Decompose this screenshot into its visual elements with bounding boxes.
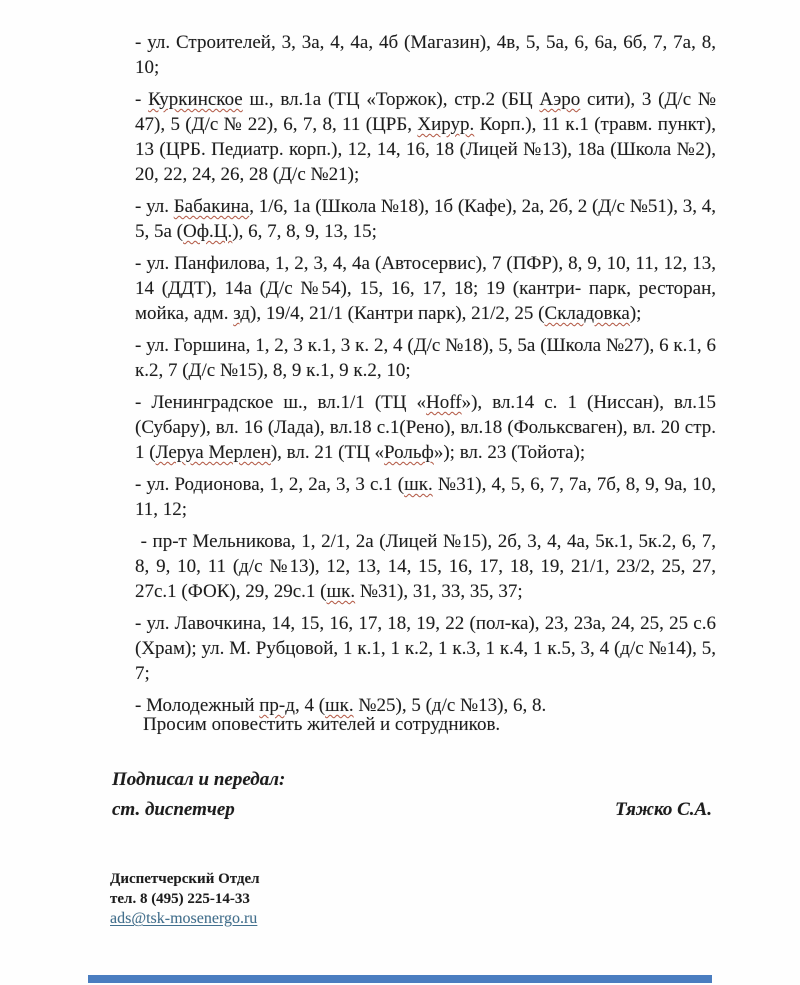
address-list bbox=[135, 30, 716, 725]
text-segment: »), вл.14 с. 1 (Ниссан), вл.15 (Субару), вл. 16 (Лада), вл.18 с.1(Рено), вл.18 (Фольксваген), вл. 20 стр. 1 ( bbox=[135, 392, 716, 463]
text-segment: ), 19/4, 21/1 (Кантри парк), 21/2, 25 ( bbox=[250, 303, 545, 324]
text-segment: ), вл. 21 (ТЦ « bbox=[270, 442, 385, 463]
address-paragraph bbox=[135, 30, 716, 80]
misspelled-word: Куркинское bbox=[148, 89, 243, 110]
signature-block bbox=[112, 765, 712, 825]
misspelled-word: зд bbox=[233, 303, 251, 324]
signature-title: Подписал и передал: bbox=[112, 769, 286, 790]
text-segment: »); вл. 23 (Тойота); bbox=[433, 442, 586, 463]
address-paragraph bbox=[135, 87, 716, 187]
misspelled-word: шк. bbox=[326, 581, 356, 602]
text-segment: - Молодежный bbox=[135, 695, 260, 716]
text-segment: №25), 5 (д/с №13), 6, 8. bbox=[353, 695, 547, 716]
address-paragraph bbox=[135, 251, 716, 326]
text-segment: №31), 31, 33, 35, 37; bbox=[355, 581, 523, 602]
address-paragraph bbox=[135, 529, 716, 604]
misspelled-word: Аэро bbox=[539, 89, 581, 110]
address-paragraph bbox=[135, 472, 716, 522]
footer-block bbox=[110, 869, 260, 929]
text-segment: - ул. Лавочкина, 14, 15, 16, 17, 18, 19, 22 (пол-ка), 23, 23а, 24, 25, 25 с.6 (Храм); ул. М. Рубцовой, 1 к.1, 1 к.2, 1 к.3, 1 к.4, 1 к.5, 3, 4 (д/с №14), 5, 7; bbox=[135, 613, 716, 684]
footer-email-link[interactable]: ads@tsk-mosenergo.ru bbox=[110, 910, 258, 927]
misspelled-word: Леруа Мерлен bbox=[155, 442, 271, 463]
misspelled-word: Хирур. bbox=[417, 114, 475, 135]
text-segment: №31), 4, 5, 6, 7, 7а, 7б, 8, 9, 9а, 10, 11, 12; bbox=[135, 474, 716, 520]
misspelled-word: шк. bbox=[325, 695, 354, 716]
footer-department: Диспетчерский Отдел bbox=[110, 871, 260, 887]
signature-row bbox=[112, 795, 712, 825]
signature-role: ст. диспетчер bbox=[112, 799, 235, 820]
notice-line: Просим оповестить жителей и сотрудников. bbox=[143, 714, 501, 735]
address-paragraph bbox=[135, 333, 716, 383]
text-segment: , 1/6, 1а (Школа №18), 1б (Кафе), 2а, 2б, 2 (Д/с №51), 3, 4, 5, 5а ( bbox=[135, 196, 716, 242]
address-paragraph bbox=[135, 390, 716, 465]
text-segment: - ул. Панфилова, 1, 2, 3, 4, 4а (Автосервис), 7 (ПФР), 8, 9, 10, 11, 12, 13, 14 (ДДТ), 14а (Д/с №54), 15, 16, 17, 18; 19 (кантри- парк, ресторан, мойка, адм. bbox=[135, 253, 716, 324]
text-segment: - пр-т Мельникова, 1, 2/1, 2а (Лицей №15), 2б, 3, 4, 4а, 5к.1, 5к.2, 6, 7, 8, 9, 10, 11 (д/с №13), 12, 13, 14, 15, 16, 17, 18, 19, 21/1, 23/2, 25, 27, 27с.1 (ФОК), 29, 29с.1 ( bbox=[135, 531, 716, 602]
bottom-progress-bar bbox=[88, 975, 712, 983]
text-segment: , 4 ( bbox=[294, 695, 326, 716]
text-segment: ), 6, 7, 8, 9, 13, 15; bbox=[232, 221, 377, 242]
address-paragraph bbox=[135, 611, 716, 686]
misspelled-word: Hoff bbox=[426, 392, 462, 413]
text-segment: - ул. Строителей, 3, 3а, 4, 4а, 4б (Магазин), 4в, 5, 5а, 6, 6а, 6б, 7, 7а, 8, 10; bbox=[135, 32, 716, 78]
misspelled-word: Бабакина bbox=[173, 196, 250, 217]
text-segment: - Ленинградское ш., вл.1/1 (ТЦ « bbox=[135, 392, 427, 413]
text-segment: Корп.), 11 к.1 (травм. пункт), 13 (ЦРБ. Педиатр. корп.), 12, 14, 16, 18 (Лицей №13), 18а (Школа №2), 20, 22, 24, 26, 28 (Д/с №21); bbox=[135, 114, 716, 185]
footer-phone: тел. 8 (495) 225-14-33 bbox=[110, 891, 250, 907]
misspelled-word: Складовка bbox=[544, 303, 630, 324]
text-segment: - ул. Родионова, 1, 2, 2а, 3, 3 с.1 ( bbox=[135, 474, 405, 495]
text-segment: ш., вл.1а (ТЦ «Торжок), стр.2 (БЦ bbox=[242, 89, 540, 110]
text-segment: - ул. bbox=[135, 196, 174, 217]
address-paragraph bbox=[135, 194, 716, 244]
text-segment: сити), 3 (Д/с № 47), 5 (Д/с № 22), 6, 7, 8, 11 (ЦРБ, bbox=[135, 89, 716, 135]
text-segment: - ул. Горшина, 1, 2, 3 к.1, 3 к. 2, 4 (Д/с №18), 5, 5а (Школа №27), 6 к.1, 6 к.2, 7 (Д/с №15), 8, 9 к.1, 9 к.2, 10; bbox=[135, 335, 716, 381]
signature-name: Тяжко С.А. bbox=[614, 799, 712, 820]
misspelled-word: Рольф bbox=[384, 442, 434, 463]
misspelled-word: шк. bbox=[404, 474, 433, 495]
misspelled-word: Оф.Ц. bbox=[183, 221, 233, 242]
text-segment: - bbox=[135, 89, 149, 110]
misspelled-word: пр-д bbox=[259, 695, 295, 716]
text-segment: ); bbox=[629, 303, 642, 324]
